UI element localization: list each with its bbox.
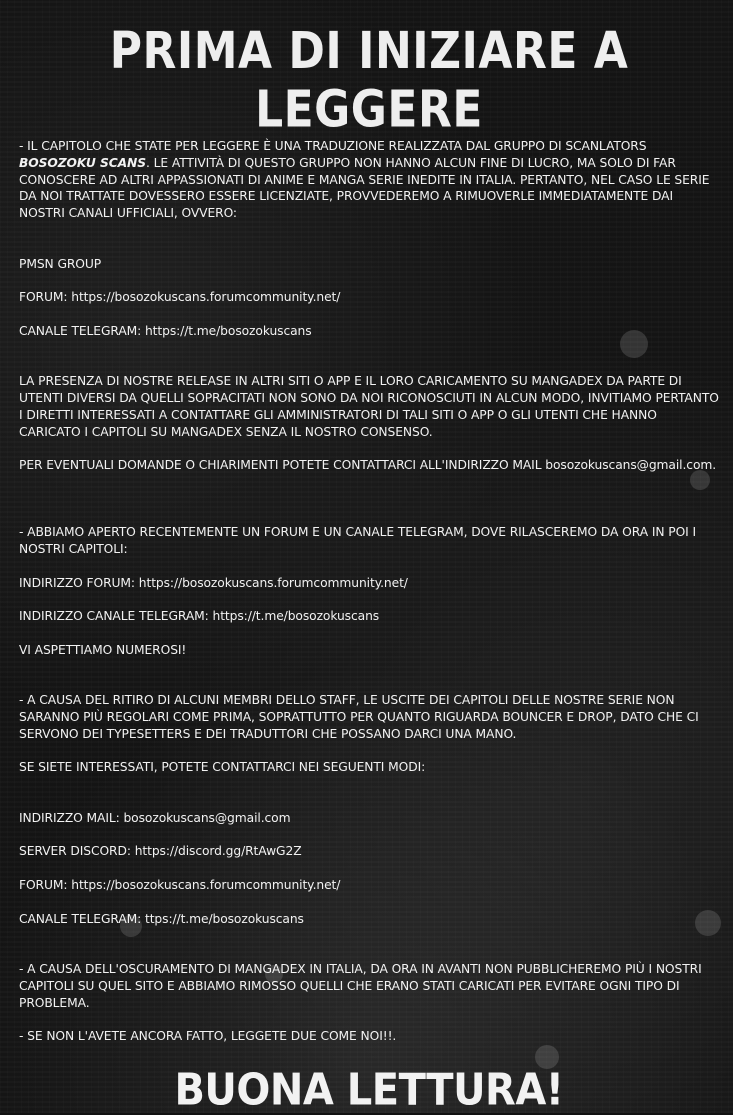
recommendation-line: - SE NON L'AVETE ANCORA FATTO, LEGGETE DUE COME NOI!!.	[19, 1029, 397, 1044]
page-title: PRIMA DI INIZIARE A LEGGERE	[109, 22, 629, 140]
channel-line: CANALE TELEGRAM: https://t.me/bosozokuscans	[19, 323, 312, 338]
closing-message: BUONA LETTURA!	[174, 1064, 564, 1115]
contact-line: SERVER DISCORD: https://discord.gg/RtAwG2Z	[19, 844, 302, 859]
spacer	[19, 491, 719, 508]
announcement-line: - ABBIAMO APERTO RECENTEMENTE UN FORUM E UN CANALE TELEGRAM, DOVE RILASCEREMO DA ORA IN POI I NOSTRI CAPITOLI:	[19, 525, 697, 557]
channel-line: FORUM: https://bosozokuscans.forumcommunity.net/	[19, 290, 341, 305]
mangadex-notice: - A CAUSA DELL'OSCURAMENTO DI MANGADEX IN ITALIA, DA ORA IN AVANTI NON PUBBLICHEREMO PIÙ I NOSTRI CAPITOLI SU QUEL SITO E ABBIAMO RIMOSSO QUELLI CHE ERANO STATI CARICATI PER EVITARE OGNI TIPO DI PROBLEMA.	[19, 962, 702, 1010]
channels-list	[19, 239, 719, 357]
intro-paragraph	[19, 138, 719, 222]
contacts-list	[19, 793, 719, 944]
forum-announcement	[19, 508, 719, 676]
contact-line: INDIRIZZO MAIL: bosozokuscans@gmail.com	[19, 810, 291, 825]
brand-name: BOSOZOKU SCANS	[19, 155, 147, 170]
interested-line: SE SIETE INTERESSATI, POTETE CONTATTARCI NEI SEGUENTI MODI:	[19, 760, 426, 775]
intro-text-end: . LE ATTIVITÀ DI QUESTO GRUPPO NON HANNO ALCUN FINE DI LUCRO, MA SOLO DI FAR CONOSCERE AD ALTRI APPASSIONATI DI ANIME E MANGA SERIE INEDITE IN ITALIA. PERTANTO, NEL CASO LE SERIE DA NOI TRATTATE DOVESSERO ESSERE LICENZIATE, PROVVEDEREMO A RIMUOVERLE IMMEDIATAMENTE DAI NOSTRI CANALI UFFICIALI, OVVERO:	[19, 155, 710, 221]
release-notice: LA PRESENZA DI NOSTRE RELEASE IN ALTRI SITI O APP E IL LORO CARICAMENTO SU MANGADEX DA PARTE DI UTENTI DIVERSI DA QUELLI SOPRACITATI NON SONO DA NOI RICONOSCIUTI IN ALCUN MODO, INVITIAMO PERTANTO I DIRETTI INTERESSATI A CONTATTARE GLI AMMINISTRATORI DI TALI SITI O APP O GLI UTENTI CHE HANNO CARICATO I CAPITOLI SU MANGADEX SENZA IL NOSTRO CONSENSO.	[19, 374, 719, 439]
contact-line: FORUM: https://bosozokuscans.forumcommunity.net/	[19, 878, 341, 893]
announcement-line: VI ASPETTIAMO NUMEROSI!	[19, 642, 187, 657]
announcement-line: INDIRIZZO CANALE TELEGRAM: https://t.me/bosozokuscans	[19, 609, 380, 624]
announcement-line: INDIRIZZO FORUM: https://bosozokuscans.forumcommunity.net/	[19, 575, 408, 590]
contact-line: CANALE TELEGRAM: ttps://t.me/bosozokuscans	[19, 911, 304, 926]
channel-line: PMSN GROUP	[19, 256, 102, 271]
staff-notice: - A CAUSA DEL RITIRO DI ALCUNI MEMBRI DELLO STAFF, LE USCITE DEI CAPITOLI DELLE NOSTRE SERIE NON SARANNO PIÙ REGOLARI COME PRIMA, SOPRATTUTTO PER QUANTO RIGUARDA BOUNCER E DROP, DATO CHE CI SERVONO DEI TYPESETTERS E DEI TRADUTTORI CHE POSSANO DARCI UNA MANO.	[19, 693, 699, 741]
contact-notice: PER EVENTUALI DOMANDE O CHIARIMENTI POTETE CONTATTARCI ALL'INDIRIZZO MAIL bosozokuscans@gmail.com.	[19, 458, 717, 473]
intro-text-start: - IL CAPITOLO CHE STATE PER LEGGERE È UNA TRADUZIONE REALIZZATA DAL GRUPPO DI SCANLATORS	[19, 139, 647, 153]
page-content	[19, 22, 719, 1113]
